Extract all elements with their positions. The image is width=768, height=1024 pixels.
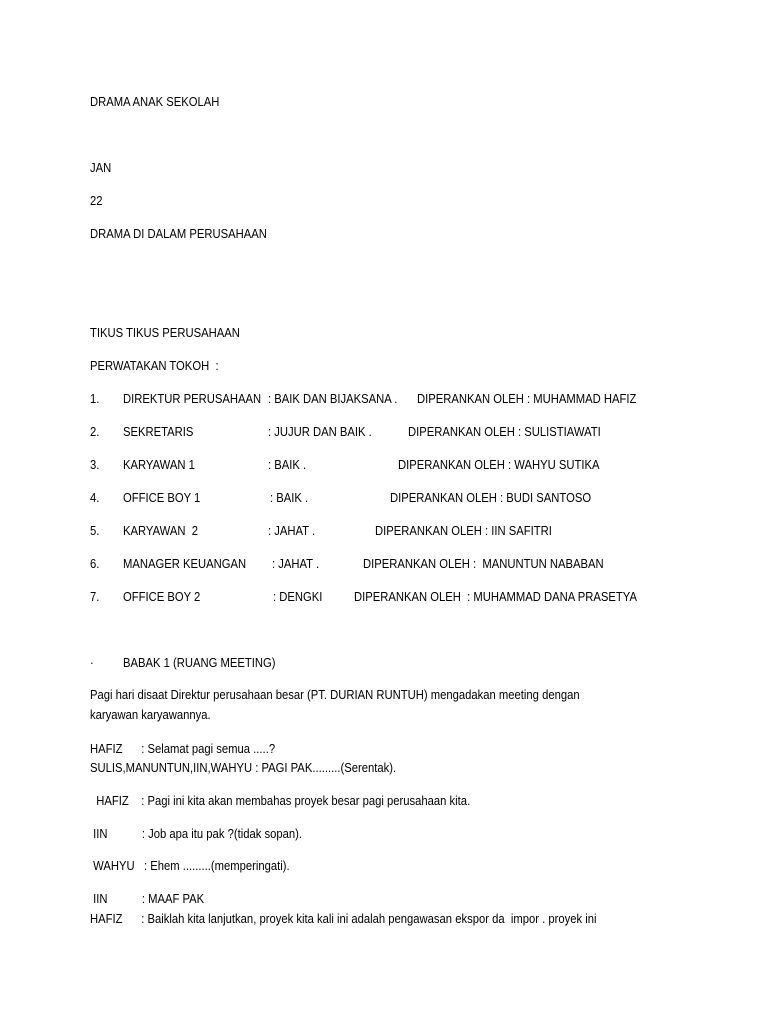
cast-number: 7. [90, 590, 100, 604]
cast-heading: PERWATAKAN TOKOH : [90, 359, 219, 373]
cast-trait: : BAIK . [270, 491, 309, 505]
cast-trait: : BAIK DAN BIJAKSANA . [268, 392, 398, 406]
dialog-line: HAFIZ : Pagi ini kita akan membahas proyek besar pagi perusahaan kita. [90, 794, 471, 808]
cast-role: MANAGER KEUANGAN [123, 557, 247, 571]
scene-heading: BABAK 1 (RUANG MEETING) [123, 656, 276, 670]
cast-actor: DIPERANKAN OLEH : IIN SAFITRI [375, 524, 552, 538]
cast-role: KARYAWAN 1 [123, 458, 195, 472]
cast-number: 4. [90, 491, 100, 505]
cast-number: 3. [90, 458, 100, 472]
post-month: JAN [90, 161, 112, 175]
cast-trait: : JAHAT . [268, 524, 316, 538]
cast-number: 1. [90, 392, 100, 406]
play-title: TIKUS TIKUS PERUSAHAAN [90, 326, 240, 340]
cast-role: OFFICE BOY 1 [123, 491, 201, 505]
dialog-line: HAFIZ : Selamat pagi semua .....? [90, 742, 276, 756]
cast-actor: DIPERANKAN OLEH : BUDI SANTOSO [390, 491, 592, 505]
dialog-line: WAHYU : Ehem .........(memperingati). [90, 859, 290, 873]
cast-trait: : JAHAT . [272, 557, 320, 571]
cast-role: SEKRETARIS [123, 425, 194, 439]
dialog-line: IIN : Job apa itu pak ?(tidak sopan). [90, 827, 302, 841]
cast-trait: : JUJUR DAN BAIK . [268, 425, 372, 439]
post-day: 22 [90, 194, 103, 208]
cast-trait: : BAIK . [268, 458, 307, 472]
cast-actor: DIPERANKAN OLEH : MUHAMMAD HAFIZ [417, 392, 637, 406]
bullet-icon: · [90, 656, 94, 670]
dialog-line: HAFIZ : Baiklah kita lanjutkan, proyek kita kali ini adalah pengawasan ekspor da impor . proyek ini [90, 912, 597, 926]
narration-line: karyawan karyawannya. [90, 708, 211, 722]
narration-line: Pagi hari disaat Direktur perusahaan besar (PT. DURIAN RUNTUH) mengadakan meeting dengan [90, 688, 580, 702]
cast-actor: DIPERANKAN OLEH : WAHYU SUTIKA [398, 458, 600, 472]
cast-actor: DIPERANKAN OLEH : MANUNTUN NABABAN [363, 557, 604, 571]
cast-number: 2. [90, 425, 100, 439]
cast-role: OFFICE BOY 2 [123, 590, 201, 604]
cast-actor: DIPERANKAN OLEH : MUHAMMAD DANA PRASETYA [354, 590, 637, 604]
document-title: DRAMA ANAK SEKOLAH [90, 95, 220, 109]
cast-number: 5. [90, 524, 100, 538]
cast-trait: : DENGKI [273, 590, 323, 604]
cast-number: 6. [90, 557, 100, 571]
cast-role: DIREKTUR PERUSAHAAN [123, 392, 262, 406]
dialog-line: SULIS,MANUNTUN,IIN,WAHYU : PAGI PAK.........(Serentak). [90, 761, 397, 775]
cast-actor: DIPERANKAN OLEH : SULISTIAWATI [408, 425, 601, 439]
cast-role: KARYAWAN 2 [123, 524, 199, 538]
dialog-line: IIN : MAAF PAK [90, 892, 205, 906]
document-subtitle: DRAMA DI DALAM PERUSAHAAN [90, 227, 267, 241]
